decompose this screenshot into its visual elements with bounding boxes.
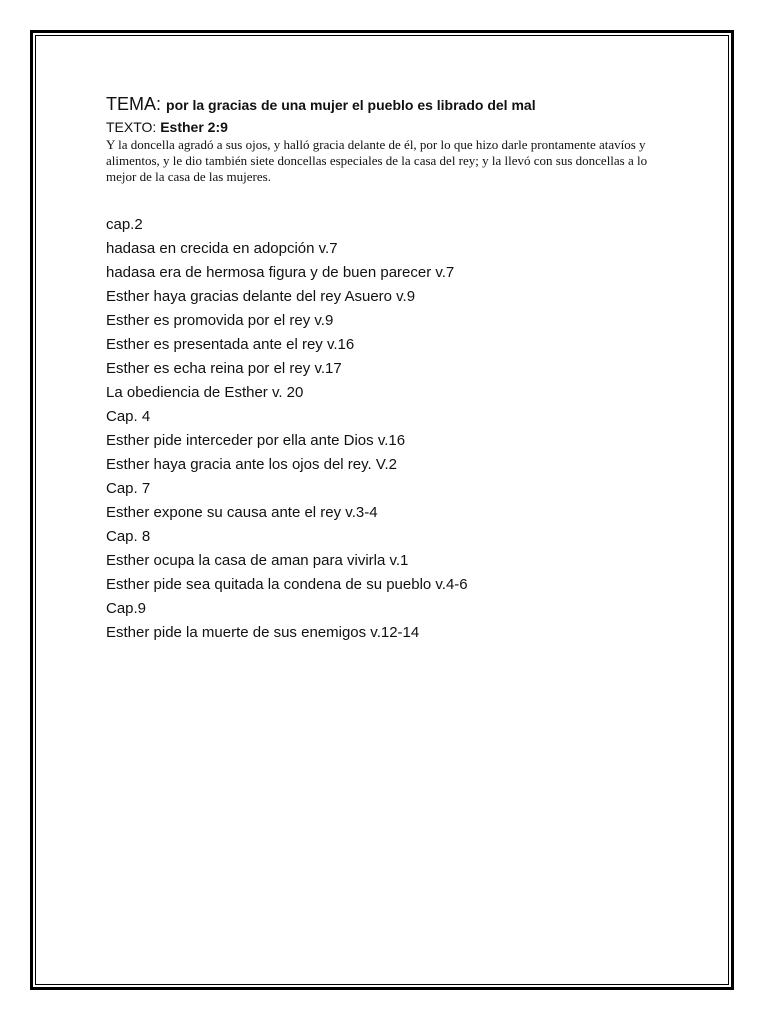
outline-item: Cap. 8 (106, 528, 151, 545)
texto-line (106, 117, 686, 137)
outline-item: Esther haya gracias delante del rey Asuero v.9 (106, 288, 416, 305)
outline-item: La obediencia de Esther v. 20 (106, 384, 304, 401)
outline-item: Cap.9 (106, 600, 147, 617)
outline-item: Esther es promovida por el rey v.9 (106, 312, 334, 329)
outline-item: Cap. 4 (106, 408, 151, 425)
outline-item: Esther pide sea quitada la condena de su pueblo v.4-6 (106, 576, 468, 593)
outline-item: Esther haya gracia ante los ojos del rey. V.2 (106, 456, 398, 473)
document-body (106, 92, 686, 645)
tema-value: por la gracias de una mujer el pueblo es librado del mal (166, 97, 536, 113)
outline-list (106, 213, 686, 645)
texto-label: TEXTO: (106, 119, 157, 135)
outline-item: Esther es presentada ante el rey v.16 (106, 336, 355, 353)
outline-item: cap.2 (106, 216, 143, 233)
outline-item: hadasa era de hermosa figura y de buen parecer v.7 (106, 264, 455, 281)
outline-item: Esther expone su causa ante el rey v.3-4 (106, 504, 378, 521)
verse-text: Y la doncella agradó a sus ojos, y halló gracia delante de él, por lo que hizo darle prontamente atavíos y alimentos, y le dio también siete doncellas especiales de la casa del rey; y la llevó con sus doncellas a lo mejor de la casa de las mujeres. (106, 137, 648, 184)
outline-item: Cap. 7 (106, 480, 151, 497)
outline-item: Esther ocupa la casa de aman para vivirla v.1 (106, 552, 409, 569)
outline-item: hadasa en crecida en adopción v.7 (106, 240, 338, 257)
outline-item: Esther pide la muerte de sus enemigos v.12-14 (106, 624, 420, 641)
tema-line (106, 92, 686, 117)
tema-label: TEMA: (106, 94, 162, 114)
outline-item: Esther es echa reina por el rey v.17 (106, 360, 342, 377)
texto-value: Esther 2:9 (160, 119, 228, 135)
outline-item: Esther pide interceder por ella ante Dios v.16 (106, 432, 406, 449)
